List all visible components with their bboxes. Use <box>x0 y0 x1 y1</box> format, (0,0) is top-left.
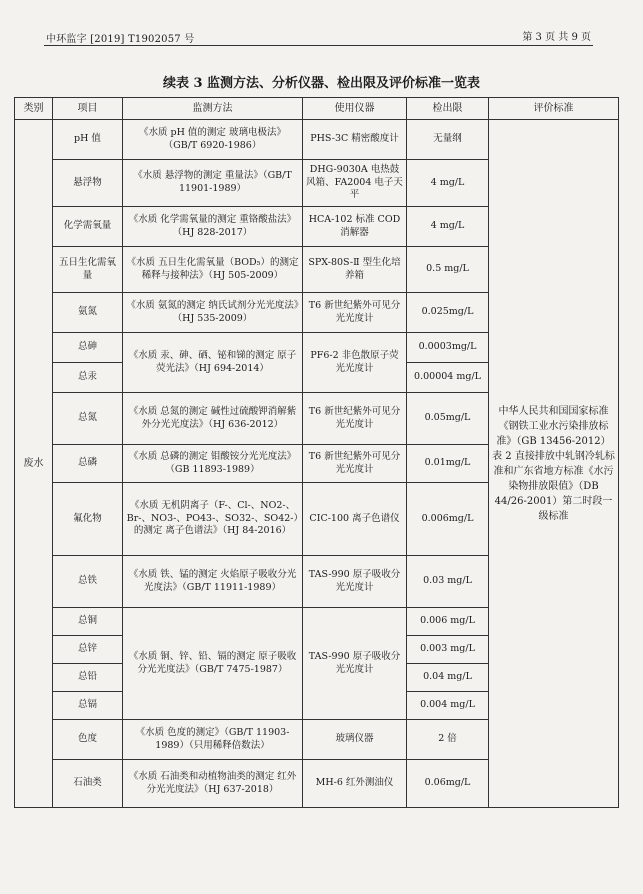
report-number: 中环监字 [2019] T1902057 号 <box>46 34 195 45</box>
limit-cell: 0.003 mg/L <box>407 636 489 664</box>
page-number: 第 3 页 共 9 页 <box>522 32 591 43</box>
category-cell: 废水 <box>15 120 53 808</box>
limit-cell: 0.06mg/L <box>407 760 489 808</box>
method-cell: 《水质 色度的测定》（GB/T 11903-1989）（只用稀释倍数法） <box>123 720 303 760</box>
limit-cell: 无量纲 <box>407 120 489 160</box>
header-divider <box>44 45 593 46</box>
table-title: 续表 3 监测方法、分析仪器、检出限及评价标准一览表 <box>162 76 481 91</box>
limit-cell: 2 倍 <box>407 720 489 760</box>
column-header: 类别 <box>15 98 53 120</box>
instrument-cell: MH-6 红外测油仪 <box>303 760 407 808</box>
method-cell: 《水质 pH 值的测定 玻璃电极法》（GB/T 6920-1986） <box>123 120 303 160</box>
column-header: 项目 <box>53 98 123 120</box>
item-cell: 氟化物 <box>53 483 123 556</box>
evaluation-standard-cell: 中华人民共和国国家标准《钢铁工业水污染排放标准》（GB 13456-2012）表 2 直接排放中轧钢冷轧标准和广东省地方标准《水污染物排放限值》（DB 44/26-2001）第二时段一级标准 <box>489 120 619 808</box>
column-header: 监测方法 <box>123 98 303 120</box>
table-header-row <box>15 98 619 120</box>
item-cell: 总氮 <box>53 393 123 445</box>
item-cell: 总铅 <box>53 664 123 692</box>
instrument-cell: HCA-102 标准 COD 消解器 <box>303 207 407 247</box>
method-cell: 《水质 铁、锰的测定 火焰原子吸收分光光度法》（GB/T 11911-1989） <box>123 556 303 608</box>
instrument-cell: T6 新世纪紫外可见分光光度计 <box>303 445 407 483</box>
limit-cell: 0.0003mg/L <box>407 333 489 363</box>
limit-cell: 0.006 mg/L <box>407 608 489 636</box>
method-cell: 《水质 氨氮的测定 纳氏试剂分光光度法》（HJ 535-2009） <box>123 293 303 333</box>
item-cell: 五日生化需氧量 <box>53 247 123 293</box>
methods-table <box>14 97 619 808</box>
instrument-cell: SPX-80S-Ⅱ 型生化培养箱 <box>303 247 407 293</box>
instrument-cell: 玻璃仪器 <box>303 720 407 760</box>
column-header: 检出限 <box>407 98 489 120</box>
item-cell: pH 值 <box>53 120 123 160</box>
item-cell: 总汞 <box>53 363 123 393</box>
item-cell: 氨氮 <box>53 293 123 333</box>
item-cell: 石油类 <box>53 760 123 808</box>
instrument-cell: T6 新世纪紫外可见分光光度计 <box>303 293 407 333</box>
limit-cell: 0.05mg/L <box>407 393 489 445</box>
item-cell: 总铜 <box>53 608 123 636</box>
method-cell: 《水质 石油类和动植物油类的测定 红外分光光度法》（HJ 637-2018） <box>123 760 303 808</box>
method-cell: 《水质 铜、锌、铅、镉的测定 原子吸收分光光度法》（GB/T 7475-1987） <box>123 608 303 720</box>
limit-cell: 0.03 mg/L <box>407 556 489 608</box>
method-cell: 《水质 五日生化需氧量（BOD₅）的测定 稀释与接种法》（HJ 505-2009） <box>123 247 303 293</box>
limit-cell: 0.006mg/L <box>407 483 489 556</box>
item-cell: 总铁 <box>53 556 123 608</box>
instrument-cell: PHS-3C 精密酸度计 <box>303 120 407 160</box>
limit-cell: 0.5 mg/L <box>407 247 489 293</box>
method-cell: 《水质 总氮的测定 碱性过硫酸钾消解紫外分光光度法》（HJ 636-2012） <box>123 393 303 445</box>
method-cell: 《水质 悬浮物的测定 重量法》（GB/T 11901-1989） <box>123 160 303 207</box>
method-cell: 《水质 汞、砷、硒、铋和锑的测定 原子荧光法》（HJ 694-2014） <box>123 333 303 393</box>
instrument-cell: TAS-990 原子吸收分光光度计 <box>303 608 407 720</box>
method-cell: 《水质 无机阴离子（F-、Cl-、NO2-、Br-、NO3-、PO43-、SO32-、SO42-）的测定 离子色谱法》（HJ 84-2016） <box>123 483 303 556</box>
item-cell: 色度 <box>53 720 123 760</box>
item-cell: 总砷 <box>53 333 123 363</box>
item-cell: 化学需氧量 <box>53 207 123 247</box>
instrument-cell: T6 新世纪紫外可见分光光度计 <box>303 393 407 445</box>
table-row <box>15 120 619 160</box>
instrument-cell: PF6-2 非色散原子荧光光度计 <box>303 333 407 393</box>
method-cell: 《水质 化学需氧量的测定 重铬酸盐法》（HJ 828-2017） <box>123 207 303 247</box>
column-header: 评价标准 <box>489 98 619 120</box>
limit-cell: 4 mg/L <box>407 160 489 207</box>
item-cell: 总镉 <box>53 692 123 720</box>
limit-cell: 0.004 mg/L <box>407 692 489 720</box>
instrument-cell: DHG-9030A 电热鼓风箱、FA2004 电子天平 <box>303 160 407 207</box>
instrument-cell: TAS-990 原子吸收分光光度计 <box>303 556 407 608</box>
limit-cell: 4 mg/L <box>407 207 489 247</box>
item-cell: 总磷 <box>53 445 123 483</box>
limit-cell: 0.04 mg/L <box>407 664 489 692</box>
item-cell: 悬浮物 <box>53 160 123 207</box>
limit-cell: 0.00004 mg/L <box>407 363 489 393</box>
limit-cell: 0.01mg/L <box>407 445 489 483</box>
item-cell: 总锌 <box>53 636 123 664</box>
method-cell: 《水质 总磷的测定 钼酸铵分光光度法》（GB 11893-1989） <box>123 445 303 483</box>
column-header: 使用仪器 <box>303 98 407 120</box>
instrument-cell: CIC-100 离子色谱仪 <box>303 483 407 556</box>
limit-cell: 0.025mg/L <box>407 293 489 333</box>
